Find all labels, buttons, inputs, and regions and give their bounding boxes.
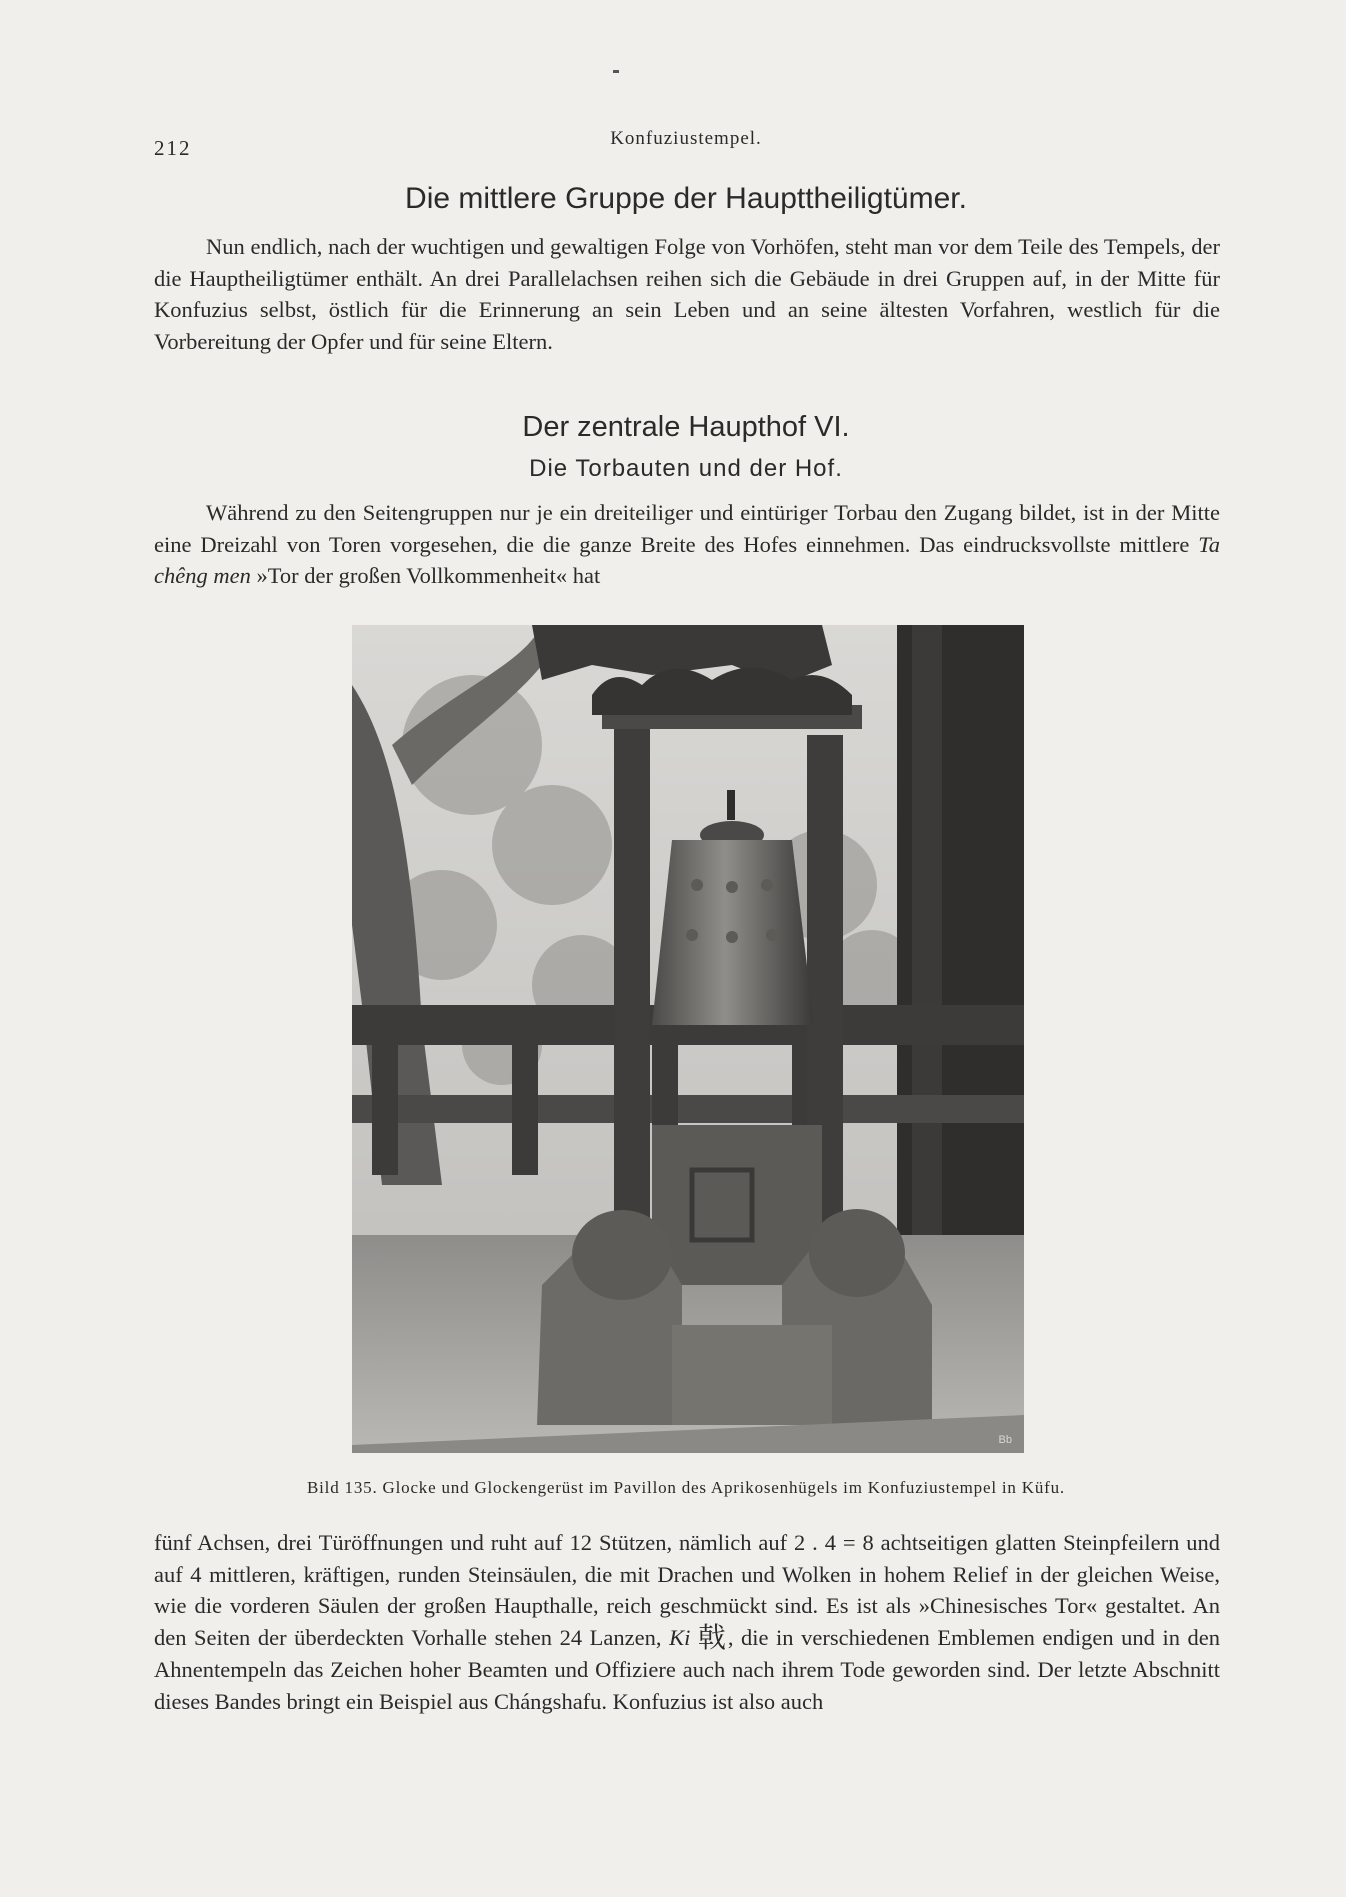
chinese-character: 戟	[697, 1622, 728, 1654]
paragraph-gates	[154, 497, 1220, 592]
section-title-main-group: Die mittlere Gruppe der Haupttheiligtümer.	[405, 182, 967, 215]
page-number: 212	[154, 136, 192, 160]
paragraph-continuation-text: fünf Achsen, drei Türöffnungen und ruht auf 12 Stützen, nämlich auf 2 . 4 = 8 achtseitigen glatten Steinpfeilern und auf 4 mittleren, kräftigen, runden Steinsäulen, die mit Drachen und Wolken in hohem Relief in der gleichen Weise, wie die vorderen Säulen der großen Haupthalle, reich geschmückt sind. Es ist als »Chinesisches Tor« gestaltet. An den Seiten der überdeckten Vorhalle stehen 24 Lanzen,	[154, 1530, 1220, 1650]
paragraph-intro: Nun endlich, nach der wuchtigen und gewaltigen Folge von Vorhöfen, steht man vor dem Teile des Tempels, der die Hauptheiligtümer enthält. An drei Parallelachsen reihen sich die Gebäude in drei Gruppen auf, in der Mitte für Konfuzius selbst, östlich für die Erinnerung an sein Leben und an seine ältesten Vorfahren, westlich für die Vorbereitung der Opfer und für seine Eltern.	[154, 234, 1220, 354]
italic-gate-name: Ta chêng men	[154, 531, 1220, 588]
running-head	[154, 128, 1218, 158]
section-title-central-court: Der zentrale Haupthof VI.	[522, 411, 850, 443]
paragraph-continuation	[154, 1527, 1220, 1717]
section-subtitle-gates: Die Torbauten und der Hof.	[529, 455, 843, 482]
paragraph-gates-text: Während zu den Seitengruppen nur je ein dreiteiliger und eintüriger Torbau den Zugang bildet, ist in der Mitte eine Dreizahl von Toren vorgesehen, die die ganze Breite des Hofes einnehmen. Das eindrucksvollste mittlere	[154, 500, 1220, 557]
paragraph-gates-tail: »Tor der großen Vollkommenheit« hat	[256, 563, 601, 588]
svg-text:Bb: Bb	[998, 1434, 1012, 1446]
photo-illustration	[352, 625, 1024, 1453]
figure-caption: Bild 135. Glocke und Glockengerüst im Pavillon des Aprikosenhügels im Konfuziustempel in Küfu.	[307, 1478, 1065, 1497]
paragraph-continuation-end: , die in verschiedenen Emblemen endigen und in den Ahnentempeln das Zeichen hoher Beamten und Offiziere auch nach ihrem Tode geworden sind. Der letzte Abschnitt dieses Bandes bringt ein Beispiel aus Chángshafu. Konfuzius ist also auch	[154, 1624, 1220, 1714]
ink-mark	[613, 70, 619, 73]
running-title: Konfuziustempel.	[610, 128, 762, 149]
bell-pavilion-photo	[352, 625, 1024, 1453]
italic-term-ki: Ki	[669, 1624, 691, 1650]
